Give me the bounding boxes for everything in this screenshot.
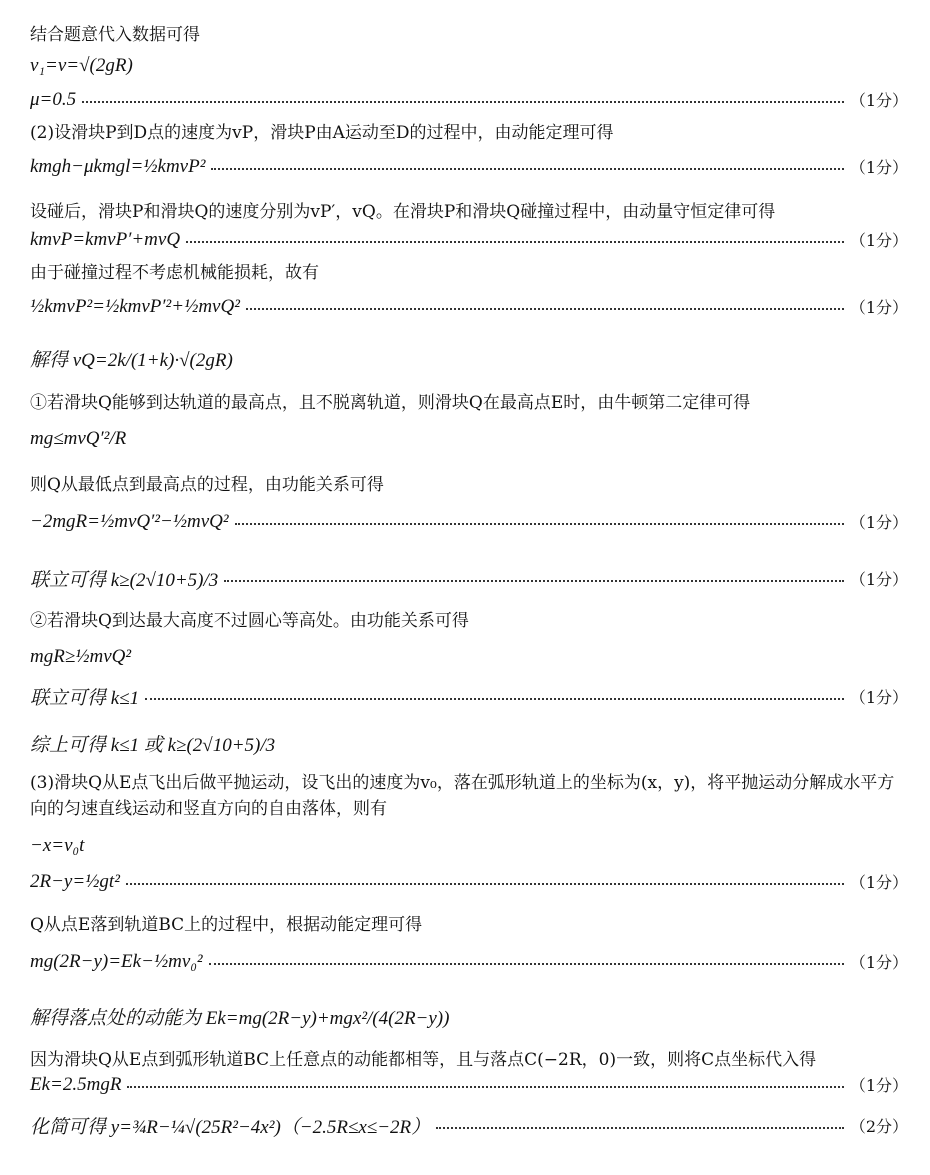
line-22: 2R−y=½gt² （1分） [30, 870, 908, 892]
line-12: mg≤mvQ′²/R [30, 428, 127, 449]
score: （1分） [849, 91, 908, 110]
line-21: −x=v₀t [30, 835, 85, 856]
score: （1分） [849, 570, 908, 589]
leader-dots [186, 241, 844, 243]
score: （1分） [849, 513, 908, 532]
line-6: 设碰后，滑块P和滑块Q的速度分别为vP′，vQ。在滑块P和滑块Q碰撞过程中，由动量守恒定律可得 [30, 202, 776, 222]
leader-dots [209, 963, 844, 965]
line-23: Q从点E落到轨道BC上的过程中，根据动能定理可得 [30, 915, 423, 935]
leader-dots [145, 698, 844, 700]
line-24: mg(2R−y)=Ek−½mv₀² （1分） [30, 950, 908, 972]
score: （1分） [849, 158, 908, 177]
line-14: −2mgR=½mvQ′²−½mvQ² （1分） [30, 510, 908, 532]
line-28: 化简可得 y=¾R−¼√(25R²−4x²)（−2.5R≤x≤−2R） （2分） [30, 1112, 908, 1139]
line-1: 结合题意代入数据可得 [30, 25, 200, 45]
line-10: 解得 vQ=2k/(1+k)·√(2gR) [30, 350, 233, 371]
leader-dots [126, 883, 844, 885]
line-4: (2)设滑块P到D点的速度为vP，滑块P由A运动至D的过程中，由动能定理可得 [30, 123, 614, 143]
line-13: 则Q从最低点到最高点的过程，由功能关系可得 [30, 475, 384, 495]
line-25: 解得落点处的动能为 Ek=mg(2R−y)+mgx²/(4(2R−y)) [30, 1008, 450, 1029]
line-5: kmgh−μkmgl=½kmvP² （1分） [30, 155, 908, 177]
line-16: ②若滑块Q到达最大高度不过圆心等高处。由功能关系可得 [30, 611, 469, 631]
score: （1分） [849, 1076, 908, 1095]
line-15: 联立可得 k≥(2√10+5)/3 （1分） [30, 565, 908, 592]
leader-dots [224, 580, 844, 582]
score: （1分） [849, 953, 908, 972]
line-20: (3)滑块Q从E点飞出后做平抛运动，设飞出的速度为v₀，落在弧形轨道上的坐标为(x，y)，将平抛运动分解成水平方向的匀速直线运动和竖直方向的自由落体，则有 [30, 773, 895, 819]
score: （1分） [849, 688, 908, 707]
line-26: 因为滑块Q从E点到弧形轨道BC上任意点的动能都相等，且与落点C(−2R，0)一致，则将C点坐标代入得 [30, 1050, 817, 1070]
line-19: 综上可得 k≤1 或 k≥(2√10+5)/3 [30, 735, 276, 756]
line-17: mgR≥½mvQ² [30, 646, 132, 667]
score: （1分） [849, 231, 908, 250]
line-7: kmvP=kmvP′+mvQ （1分） [30, 228, 908, 250]
line-18: 联立可得 k≤1 （1分） [30, 683, 908, 710]
line-2: v₁=v=√(2gR) [30, 55, 133, 76]
leader-dots [246, 308, 844, 310]
leader-dots [235, 523, 844, 525]
leader-dots [82, 101, 844, 103]
leader-dots [127, 1086, 843, 1088]
line-11: ①若滑块Q能够到达轨道的最高点，且不脱离轨道，则滑块Q在最高点E时，由牛顿第二定律可得 [30, 393, 751, 413]
line-9: ½kmvP²=½kmvP′²+½mvQ² （1分） [30, 295, 908, 317]
leader-dots [211, 168, 843, 170]
score: （2分） [849, 1117, 908, 1136]
line-27: Ek=2.5mgR （1分） [30, 1073, 908, 1095]
score: （1分） [849, 873, 908, 892]
line-8: 由于碰撞过程不考虑机械能损耗，故有 [30, 263, 319, 283]
leader-dots [436, 1127, 844, 1129]
line-3: μ=0.5 （1分） [30, 88, 908, 110]
score: （1分） [849, 298, 908, 317]
